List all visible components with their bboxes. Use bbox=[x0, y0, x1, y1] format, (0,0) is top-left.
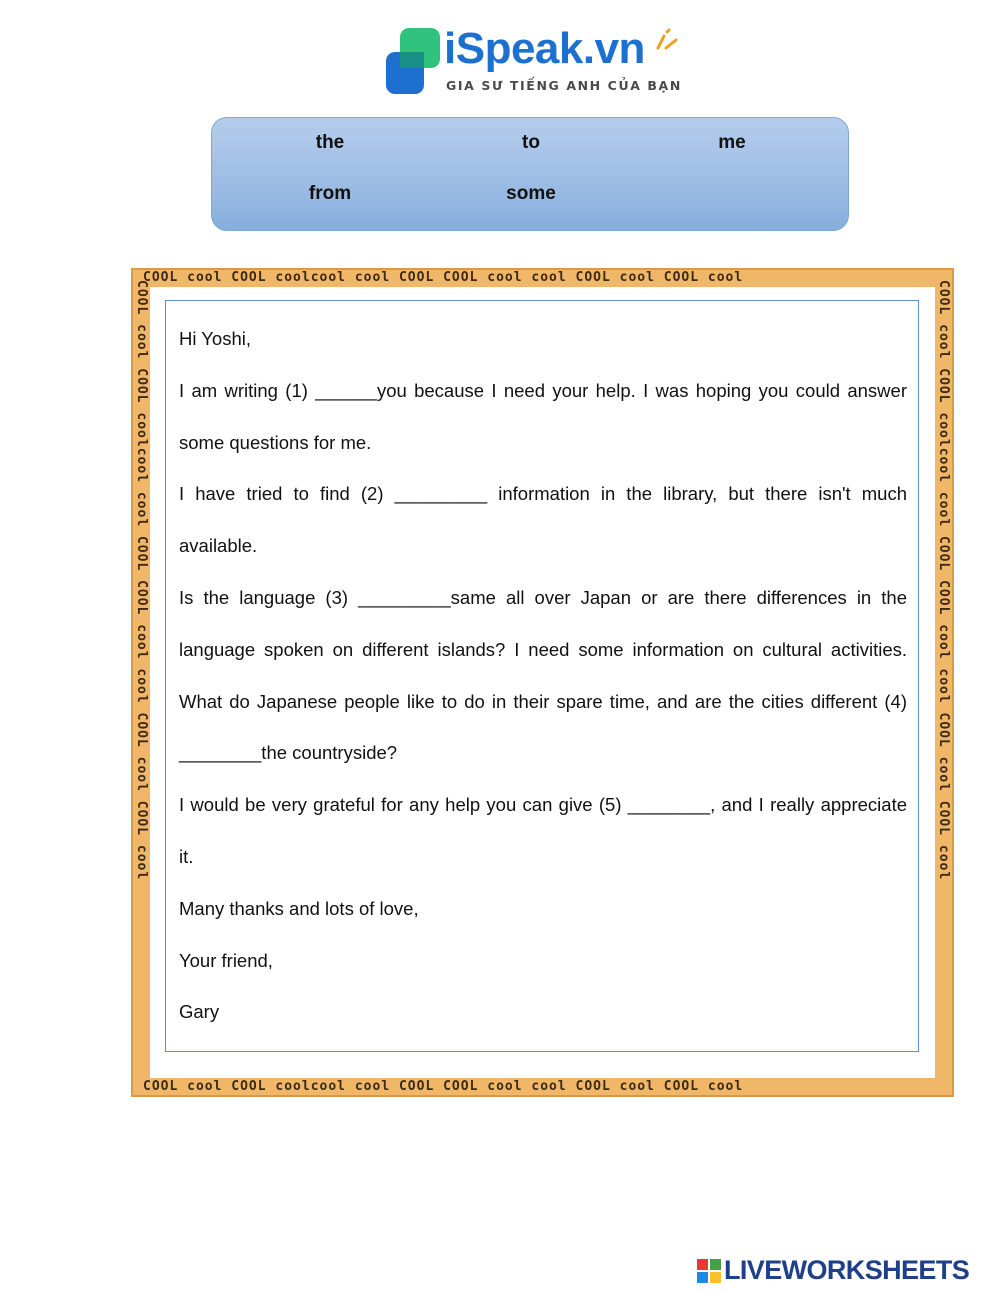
letter-paragraph-1: I am writing (1) ______you because I need your help. I was hoping you could answer some questions for me. bbox=[179, 379, 907, 453]
liveworksheets-icon bbox=[697, 1259, 721, 1283]
ispeak-logo bbox=[384, 24, 694, 98]
ispeak-tagline: GIA SƯ TIẾNG ANH CỦA BẠN bbox=[446, 78, 682, 93]
word-bank-item: the bbox=[315, 132, 345, 153]
border-pattern-bottom: COOL cool COOL coolcool cool COOL COOL cool cool COOL cool COOL cool bbox=[143, 1079, 744, 1094]
letter-closing: Many thanks and lots of love, bbox=[179, 897, 419, 919]
letter-sign-off: Your friend, bbox=[179, 949, 273, 971]
sparkle-icon bbox=[652, 28, 682, 52]
word-bank-item: to bbox=[522, 132, 540, 153]
liveworksheets-brand: LIVEWORKSHEETS bbox=[724, 1255, 970, 1285]
word-bank-item: me bbox=[718, 132, 746, 153]
letter-paragraph-3: Is the language (3) _________same all over Japan or are there differences in the language spoken on different islands? I need some information on cultural activities. What do Japanese people like to do in their spare time, and are the cities different (4) ________the countryside? bbox=[179, 586, 907, 764]
border-pattern-left: COOL cool COOL coolcool cool COOL COOL cool cool COOL cool COOL cool bbox=[134, 280, 149, 881]
letter-greeting: Hi Yoshi, bbox=[179, 328, 251, 349]
word-bank-item: some bbox=[506, 183, 556, 204]
letter-box bbox=[165, 300, 919, 1052]
word-bank bbox=[211, 117, 849, 231]
ispeak-logo-icon bbox=[384, 28, 442, 96]
letter-text bbox=[179, 313, 907, 1038]
word-bank-item: from bbox=[308, 183, 352, 204]
letter-paragraph-2: I have tried to find (2) _________ information in the library, but there isn't much available. bbox=[179, 483, 907, 557]
border-pattern-right: COOL cool COOL coolcool cool COOL COOL cool cool COOL cool COOL cool bbox=[936, 280, 951, 881]
letter-paragraph-4: I would be very grateful for any help you can give (5) ________, and I really appreciate it. bbox=[179, 794, 907, 867]
liveworksheets-logo bbox=[697, 1256, 997, 1286]
ispeak-brand-name: iSpeak.vn bbox=[444, 24, 645, 73]
border-pattern-top: COOL cool COOL coolcool cool COOL COOL cool cool COOL cool COOL cool bbox=[143, 270, 744, 285]
letter-signature: Gary bbox=[179, 1001, 220, 1023]
